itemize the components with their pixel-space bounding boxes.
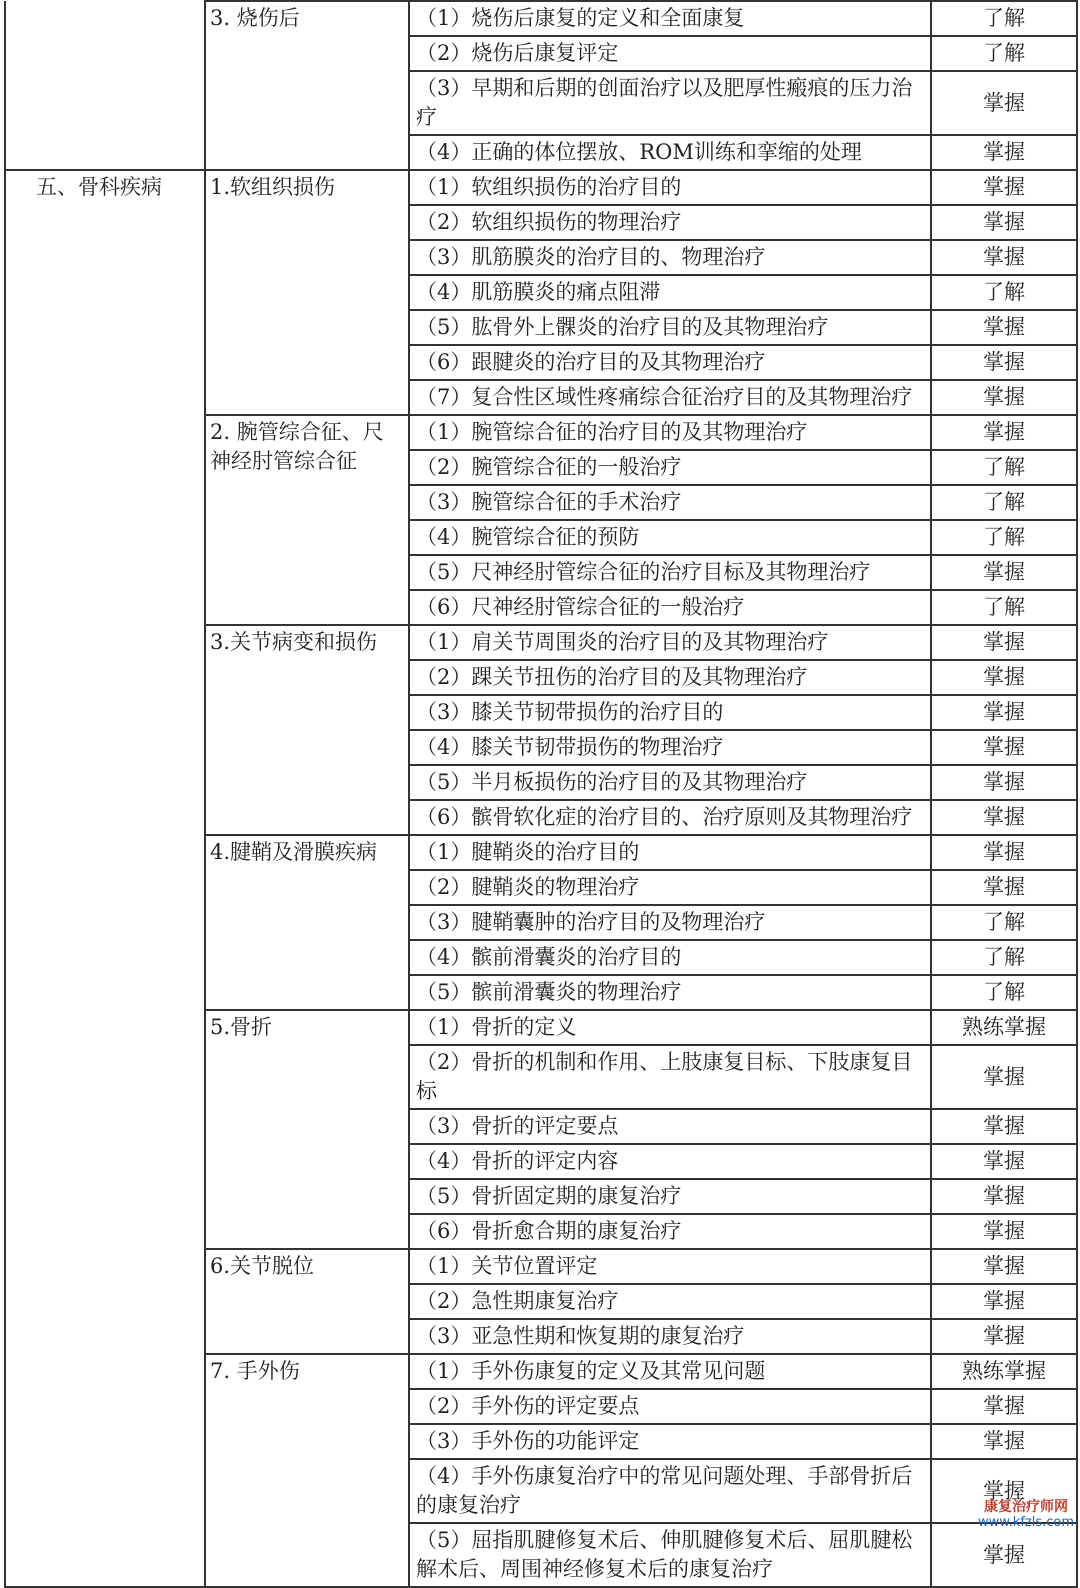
content-cell: （3）骨折的评定要点 [409, 1109, 931, 1144]
content-cell: （5）肱骨外上髁炎的治疗目的及其物理治疗 [409, 310, 931, 345]
level-cell: 掌握 [931, 555, 1077, 590]
level-cell: 掌握 [931, 765, 1077, 800]
level-cell: 掌握 [931, 1523, 1077, 1587]
content-cell: （4）肌筋膜炎的痛点阻滞 [409, 275, 931, 310]
level-cell: 了解 [931, 905, 1077, 940]
level-cell: 熟练掌握 [931, 1354, 1077, 1389]
topic-cell: 3. 烧伤后 [205, 1, 409, 170]
level-cell: 掌握 [931, 800, 1077, 835]
level-cell: 了解 [931, 590, 1077, 625]
table-row [5, 1, 1077, 36]
content-cell: （4）膝关节韧带损伤的物理治疗 [409, 730, 931, 765]
level-cell: 了解 [931, 450, 1077, 485]
topic-cell: 3.关节病变和损伤 [205, 625, 409, 835]
level-cell: 掌握 [931, 625, 1077, 660]
level-cell: 了解 [931, 975, 1077, 1010]
level-cell: 掌握 [931, 205, 1077, 240]
level-cell: 掌握 [931, 345, 1077, 380]
level-cell: 掌握 [931, 240, 1077, 275]
content-cell: （4）手外伤康复治疗中的常见问题处理、手部骨折后的康复治疗 [409, 1459, 931, 1523]
level-cell: 掌握 [931, 1459, 1077, 1523]
topic-cell: 6.关节脱位 [205, 1249, 409, 1354]
content-cell: （2）软组织损伤的物理治疗 [409, 205, 931, 240]
table-row [5, 170, 1077, 205]
content-cell: （1）烧伤后康复的定义和全面康复 [409, 1, 931, 36]
topic-cell: 4.腱鞘及滑膜疾病 [205, 835, 409, 1010]
content-cell: （1）手外伤康复的定义及其常见问题 [409, 1354, 931, 1389]
content-cell: （3）早期和后期的创面治疗以及肥厚性瘢痕的压力治疗 [409, 71, 931, 135]
content-cell: （5）屈指肌腱修复术后、伸肌腱修复术后、屈肌腱松解术后、周围神经修复术后的康复治疗 [409, 1523, 931, 1587]
level-cell: 掌握 [931, 1284, 1077, 1319]
topic-cell: 5.骨折 [205, 1010, 409, 1249]
level-cell: 了解 [931, 36, 1077, 71]
unit-label: 五、骨科疾病 [36, 175, 162, 199]
content-cell: （4）腕管综合征的预防 [409, 520, 931, 555]
level-cell: 掌握 [931, 170, 1077, 205]
content-cell: （1）骨折的定义 [409, 1010, 931, 1045]
level-cell: 掌握 [931, 660, 1077, 695]
level-cell: 了解 [931, 485, 1077, 520]
level-cell: 掌握 [931, 415, 1077, 450]
level-cell: 掌握 [931, 835, 1077, 870]
content-cell: （2）腱鞘炎的物理治疗 [409, 870, 931, 905]
content-cell: （2）烧伤后康复评定 [409, 36, 931, 71]
content-cell: （3）肌筋膜炎的治疗目的、物理治疗 [409, 240, 931, 275]
level-cell: 了解 [931, 940, 1077, 975]
content-cell: （3）膝关节韧带损伤的治疗目的 [409, 695, 931, 730]
content-cell: （1）腕管综合征的治疗目的及其物理治疗 [409, 415, 931, 450]
content-cell: （2）踝关节扭伤的治疗目的及其物理治疗 [409, 660, 931, 695]
level-cell: 掌握 [931, 135, 1077, 170]
syllabus-table [4, 0, 1078, 1588]
unit-cell [5, 170, 205, 1587]
level-cell: 掌握 [931, 71, 1077, 135]
level-cell: 掌握 [931, 1214, 1077, 1249]
level-cell: 掌握 [931, 1424, 1077, 1459]
level-cell: 掌握 [931, 730, 1077, 765]
unit-label [10, 5, 36, 29]
content-cell: （5）骨折固定期的康复治疗 [409, 1179, 931, 1214]
content-cell: （3）手外伤的功能评定 [409, 1424, 931, 1459]
level-cell: 掌握 [931, 695, 1077, 730]
content-cell: （1）腱鞘炎的治疗目的 [409, 835, 931, 870]
content-cell: （3）亚急性期和恢复期的康复治疗 [409, 1319, 931, 1354]
level-cell: 掌握 [931, 1249, 1077, 1284]
content-cell: （1）肩关节周围炎的治疗目的及其物理治疗 [409, 625, 931, 660]
content-cell: （3）腱鞘囊肿的治疗目的及物理治疗 [409, 905, 931, 940]
watermark [978, 1499, 1074, 1531]
content-cell: （4）髌前滑囊炎的治疗目的 [409, 940, 931, 975]
level-cell: 了解 [931, 275, 1077, 310]
level-cell: 掌握 [931, 870, 1077, 905]
topic-cell: 1.软组织损伤 [205, 170, 409, 415]
content-cell: （2）骨折的机制和作用、上肢康复目标、下肢康复目标 [409, 1045, 931, 1109]
content-cell: （3）腕管综合征的手术治疗 [409, 485, 931, 520]
content-cell: （1）关节位置评定 [409, 1249, 931, 1284]
unit-cell [5, 1, 205, 170]
level-cell: 掌握 [931, 1109, 1077, 1144]
content-cell: （4）正确的体位摆放、ROM训练和挛缩的处理 [409, 135, 931, 170]
content-cell: （2）腕管综合征的一般治疗 [409, 450, 931, 485]
content-cell: （2）手外伤的评定要点 [409, 1389, 931, 1424]
level-cell: 掌握 [931, 1144, 1077, 1179]
level-cell: 了解 [931, 1, 1077, 36]
content-cell: （5）半月板损伤的治疗目的及其物理治疗 [409, 765, 931, 800]
level-cell: 掌握 [931, 1389, 1077, 1424]
level-cell: 熟练掌握 [931, 1010, 1077, 1045]
content-cell: （6）髌骨软化症的治疗目的、治疗原则及其物理治疗 [409, 800, 931, 835]
watermark-name: 康复治疗师网 [983, 1499, 1068, 1515]
content-cell: （6）尺神经肘管综合征的一般治疗 [409, 590, 931, 625]
content-cell: （4）骨折的评定内容 [409, 1144, 931, 1179]
content-cell: （5）尺神经肘管综合征的治疗目标及其物理治疗 [409, 555, 931, 590]
content-cell: （5）髌前滑囊炎的物理治疗 [409, 975, 931, 1010]
level-cell: 掌握 [931, 380, 1077, 415]
content-cell: （6）骨折愈合期的康复治疗 [409, 1214, 931, 1249]
content-cell: （6）跟腱炎的治疗目的及其物理治疗 [409, 345, 931, 380]
topic-cell: 2. 腕管综合征、尺神经肘管综合征 [205, 415, 409, 625]
level-cell: 掌握 [931, 1045, 1077, 1109]
level-cell: 了解 [931, 520, 1077, 555]
topic-cell: 7. 手外伤 [205, 1354, 409, 1587]
content-cell: （2）急性期康复治疗 [409, 1284, 931, 1319]
level-cell: 掌握 [931, 310, 1077, 345]
content-cell: （1）软组织损伤的治疗目的 [409, 170, 931, 205]
content-cell: （7）复合性区域性疼痛综合征治疗目的及其物理治疗 [409, 380, 931, 415]
watermark-url: www.kfzls.com [977, 1515, 1074, 1530]
level-cell: 掌握 [931, 1179, 1077, 1214]
level-cell: 掌握 [931, 1319, 1077, 1354]
